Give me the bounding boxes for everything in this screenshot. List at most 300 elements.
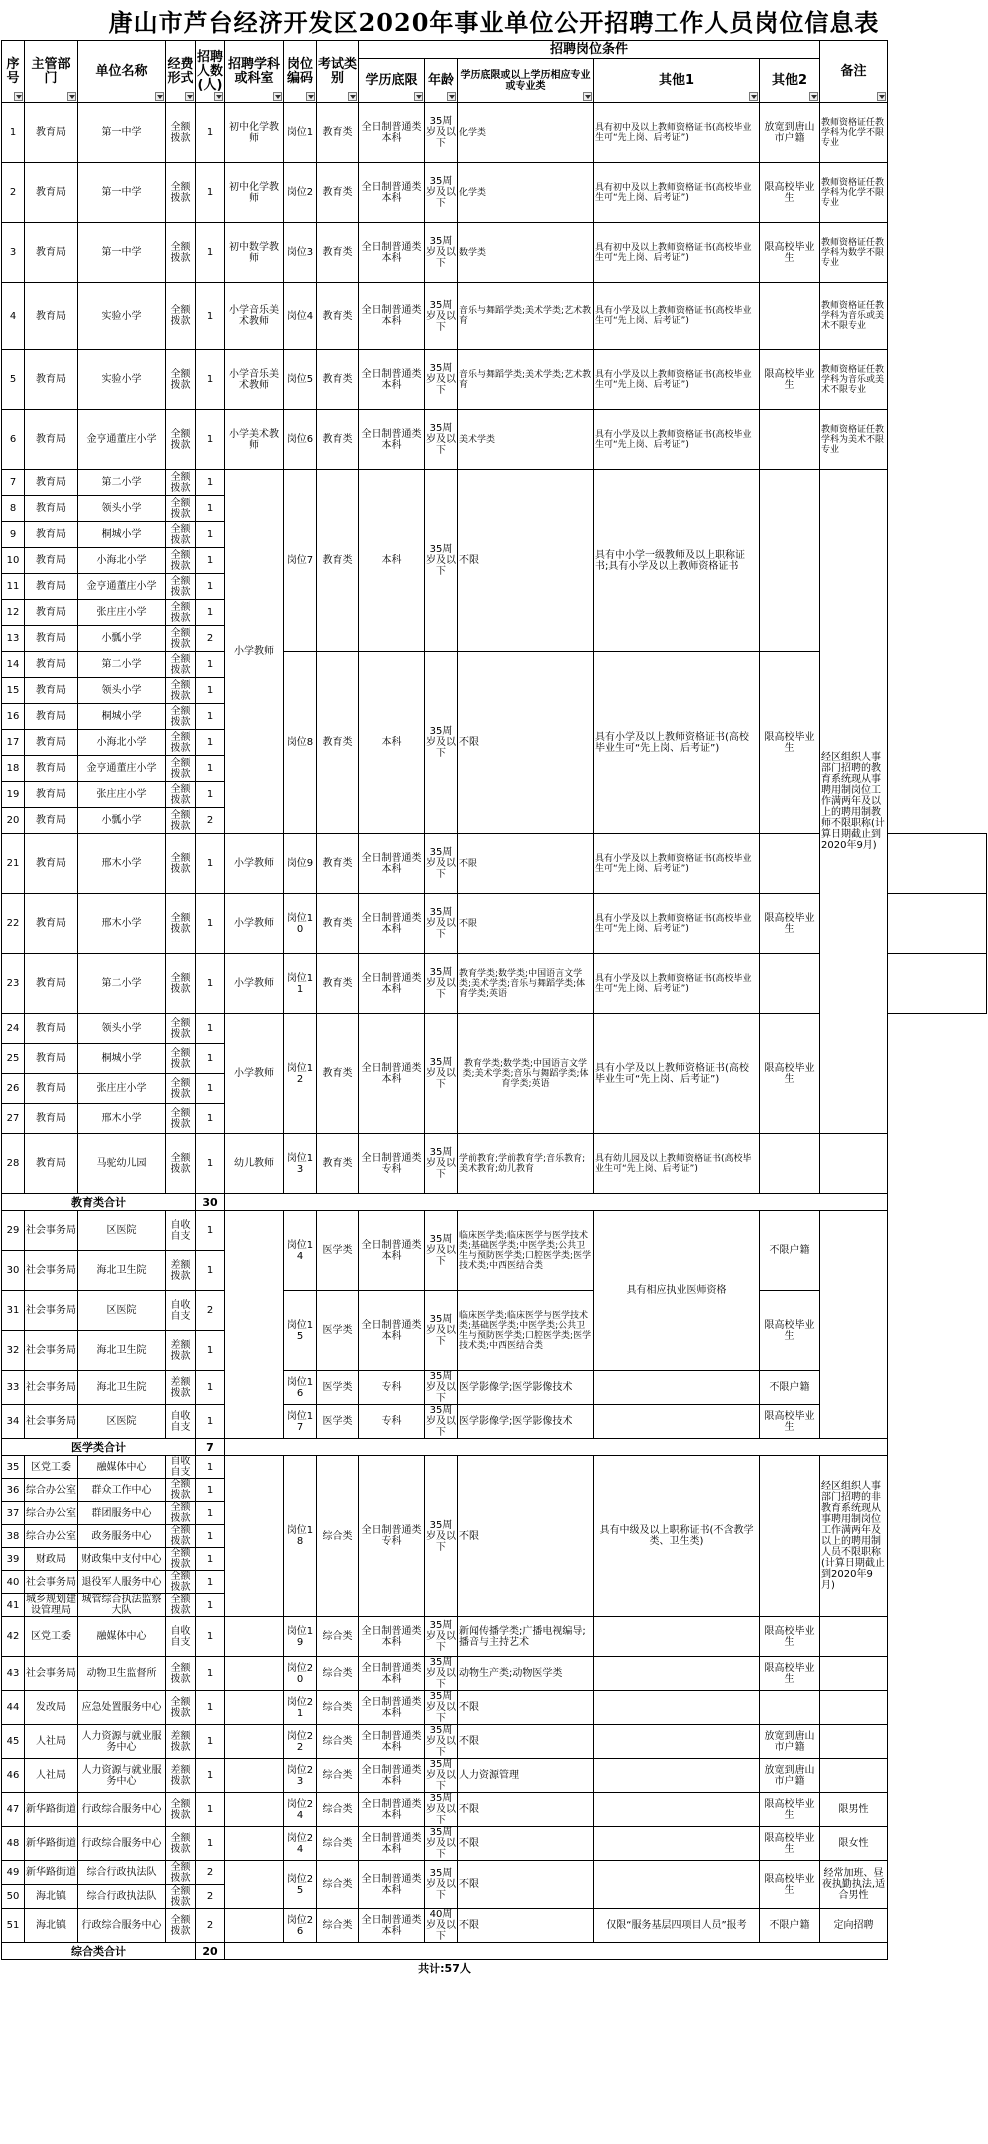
cell-subject: 小学教师 [225,954,284,1014]
cell-count: 2 [196,1909,225,1943]
cell-dept: 综合办公室 [25,1502,78,1525]
subtotal-blank [225,1943,888,1960]
cell-other2: 放宽到唐山市户籍 [760,103,820,163]
cell-age: 35周岁及以下 [426,1759,456,1792]
cell-age: 35周岁及以下 [425,283,458,350]
cell-dept: 教育局 [25,1134,78,1194]
cell-group: 具有中级及以上职称证书(不含教学类、卫生类) [594,1456,760,1617]
cell-count: 1 [196,1617,225,1657]
cell-funding: 全额拨款 [166,1594,196,1617]
cell-post: 岗位5 [284,350,317,410]
cell-dept: 社会事务局 [25,1251,78,1291]
cell-age: 35周岁及以下 [425,350,458,410]
grand-total: 共计:57人 [418,1962,471,1976]
cell-major: 新闻传播学类;广播电视编导;播音与主持艺术 [458,1617,594,1657]
cell-exam: 综合类 [317,1909,359,1943]
cell-count: 1 [196,1525,225,1548]
cell-unit: 领头小学 [78,678,166,704]
cell-note [820,1691,888,1725]
cell-funding: 全额拨款 [166,1885,196,1909]
cell-subject: 小学美术教师 [225,410,284,470]
cell-seq: 29 [2,1211,25,1251]
cell-count: 1 [196,1479,225,1502]
cell-funding: 差额拨款 [166,1251,196,1291]
cell-unit: 动物卫生监督所 [78,1657,166,1691]
cell-dept: 教育局 [25,808,78,834]
table-row [2,470,987,496]
cell-count: 1 [196,1456,225,1479]
cell-dept: 教育局 [25,704,78,730]
cell-count: 1 [196,1104,225,1134]
cell-other2: 放宽到唐山市户籍 [760,1759,820,1793]
cell-age: 35周岁及以下 [425,954,458,1014]
cell-post: 岗位24 [284,1793,317,1827]
cell-major: 医学影像学;医学影像技术 [458,1371,594,1405]
cell-count: 1 [196,163,225,223]
cell-post: 岗位3 [284,223,317,283]
filter-dropdown-icon[interactable] [185,92,194,101]
cell-group: 35周岁及以下 [425,470,458,652]
cell-funding: 全额拨款 [166,350,196,410]
cell-seq: 47 [2,1793,25,1827]
cell-dept: 海北镇 [25,1909,78,1943]
col-exam[interactable]: 考试类别 [317,41,359,103]
cell-seq: 26 [2,1074,25,1104]
cell-funding: 全额拨款 [166,894,196,954]
cell-other2: 不限户籍 [760,1909,820,1943]
cell-seq: 27 [2,1104,25,1134]
cell-funding: 差额拨款 [166,1725,196,1759]
subtotal-label: 教育类合计 [2,1194,196,1211]
cell-count: 1 [196,1014,225,1044]
cell-other1: 具有小学及以上教师资格证书(高校毕业生可“先上岗、后考证”) [594,834,760,894]
cell-group: 岗位18 [284,1456,317,1617]
col-other2[interactable]: 其他2 [760,59,820,103]
cell-group: 全日制普通类本科 [359,1211,425,1291]
cell-group: 经区组织人事部门招聘的教育系统现从事聘用制岗位工作满两年及以上的聘用制教师不限职称(计算日期截止到2020年9月) [820,470,888,1134]
cell-dept: 社会事务局 [25,1371,78,1405]
cell-exam: 教育类 [317,834,359,894]
cell-other2 [760,1691,820,1725]
cell-note: 教师资格证任教学科为音乐或美术不限专业 [820,283,888,350]
cell-unit: 邢木小学 [78,1104,166,1134]
col-count[interactable]: 招聘人数(人) [196,41,225,103]
cell-group: 小学教师 [225,1014,284,1134]
cell-funding: 全额拨款 [166,574,196,600]
cell-group: 限高校毕业生 [760,652,820,834]
cell-edu: 全日制普通类本科 [359,1759,425,1793]
cell-count: 1 [196,1571,225,1594]
cell-seq: 48 [2,1827,25,1861]
filter-dropdown-icon[interactable] [809,92,818,101]
cell-unit: 小海北小学 [78,730,166,756]
cell-exam: 综合类 [317,1657,359,1691]
cell-dept: 教育局 [25,574,78,600]
cell-dept: 综合办公室 [25,1525,78,1548]
cell-unit: 海北卫生院 [78,1251,166,1291]
cell-dept: 新华路街道 [25,1861,78,1885]
cell-group: 具有小学及以上教师资格证书(高校毕业生可“先上岗、后考证”) [594,652,760,834]
cell-funding: 全额拨款 [166,1502,196,1525]
cell-other2: 限高校毕业生 [760,1617,820,1657]
cell-funding: 全额拨款 [166,1571,196,1594]
cell-count: 1 [196,1827,225,1861]
filter-dropdown-icon[interactable] [14,92,23,101]
cell-post: 岗位16 [284,1371,317,1405]
cell-dept: 社会事务局 [25,1657,78,1691]
cell-funding: 全额拨款 [166,1909,196,1943]
cell-funding: 差额拨款 [166,1759,196,1793]
cell-note: 教师资格证任教学科为化学不限专业 [820,163,888,223]
cell-unit: 小海北小学 [78,548,166,574]
cell-funding: 全额拨款 [166,1548,196,1571]
cell-other1 [594,1371,760,1405]
cell-major: 学前教育;学前教育学;音乐教育;美术教育;幼儿教育 [458,1134,594,1194]
cell-seq: 19 [2,782,25,808]
cell-dept: 社会事务局 [25,1331,78,1371]
cell-subject: 小学教师 [225,834,284,894]
cell-edu: 专科 [359,1405,425,1439]
cell-seq: 38 [2,1525,25,1548]
cell-dept: 教育局 [25,678,78,704]
cell-unit: 人力资源与就业服务中心 [78,1759,166,1793]
cell-exam: 综合类 [317,1759,359,1793]
cell-unit: 马驼幼儿园 [78,1134,166,1194]
cell-group: 35周岁及以下 [425,1291,458,1371]
cell-count: 1 [196,834,225,894]
cell-group: 经常加班、昼夜执勤执法,适合男性 [820,1861,888,1909]
col-seq[interactable]: 序号 [2,41,25,103]
cell-seq: 32 [2,1331,25,1371]
cell-edu: 全日制普通类本科 [359,954,425,1014]
cell-edu: 全日制普通类本科 [359,350,425,410]
cell-funding: 全额拨款 [166,1861,196,1885]
cell-group: 35周岁及以下 [425,652,458,834]
cell-unit: 退役军人服务中心 [78,1571,166,1594]
cell-seq: 20 [2,808,25,834]
cell-age: 35周岁及以下 [425,223,458,283]
cell-post: 岗位23 [284,1759,317,1793]
cell-seq: 49 [2,1861,25,1885]
cell-count: 1 [196,1134,225,1194]
cell-dept: 新华路街道 [25,1827,78,1861]
cell-dept: 综合办公室 [25,1479,78,1502]
cell-unit: 海北卫生院 [78,1331,166,1371]
cell-exam: 综合类 [317,1827,359,1861]
cell-dept: 教育局 [25,954,78,1014]
cell-dept: 教育局 [25,782,78,808]
cell-seq: 15 [2,678,25,704]
cell-group: 教育类 [317,652,359,834]
cell-post: 岗位6 [284,410,317,470]
cell-dept: 社会事务局 [25,1291,78,1331]
cell-count: 1 [196,103,225,163]
cell-unit: 第一中学 [78,103,166,163]
cell-seq: 46 [2,1759,25,1793]
col-subject[interactable]: 招聘学科或科室 [225,41,284,103]
col-dept[interactable]: 主管部门 [25,41,78,103]
filter-dropdown-icon[interactable] [273,92,282,101]
table-row [2,1759,987,1793]
col-note[interactable]: 备注 [820,41,888,103]
cell-group: 医学类 [317,1291,359,1371]
cell-count: 1 [196,548,225,574]
cell-group: 35周岁及以下 [425,1014,458,1134]
cell-major: 数学类 [458,223,594,283]
filter-dropdown-icon[interactable] [67,92,76,101]
cell-funding: 自收自支 [166,1456,196,1479]
col-edu[interactable]: 学历底限 [359,59,425,103]
cell-group: 具有小学及以上教师资格证书(高校毕业生可“先上岗、后考证”) [594,1014,760,1134]
cell-unit: 领头小学 [78,496,166,522]
cell-post: 岗位24 [284,1827,317,1861]
cell-group: 岗位12 [284,1014,317,1134]
cell-other1: 仅限“服务基层四项目人员”报考 [594,1909,760,1943]
cell-seq: 2 [2,163,25,223]
cell-seq: 33 [2,1371,25,1405]
cell-unit: 融媒体中心 [78,1456,166,1479]
col-unit[interactable]: 单位名称 [78,41,166,103]
cell-unit: 第二小学 [78,652,166,678]
cell-exam: 综合类 [317,1793,359,1827]
col-other1[interactable]: 其他1 [594,59,760,103]
cell-other1: 具有初中及以上教师资格证书(高校毕业生可“先上岗、后考证”) [594,223,760,283]
cell-age: 35周岁及以下 [426,1405,456,1438]
filter-dropdown-icon[interactable] [214,92,223,101]
filter-dropdown-icon[interactable] [749,92,758,101]
cell-group: 岗位14 [284,1211,317,1291]
subtotal-count: 30 [196,1194,225,1211]
filter-dropdown-icon[interactable] [414,92,423,101]
cell-seq: 18 [2,756,25,782]
cell-edu: 全日制普通类本科 [359,1691,425,1725]
cell-seq: 6 [2,410,25,470]
cell-major: 音乐与舞蹈学类;美术学类;艺术教育 [458,350,594,410]
cell-funding: 全额拨款 [166,678,196,704]
cell-other2 [760,1456,820,1617]
cell-seq: 37 [2,1502,25,1525]
cell-other1 [594,1861,760,1909]
cell-count: 1 [196,678,225,704]
cell-seq: 11 [2,574,25,600]
cell-subject [225,1456,284,1617]
cell-major: 化学类 [458,163,594,223]
cell-count: 1 [196,1211,225,1251]
cell-count: 1 [196,522,225,548]
cell-dept: 社会事务局 [25,1571,78,1594]
cell-subject: 小学教师 [225,894,284,954]
cell-count: 1 [196,704,225,730]
cell-funding: 全额拨款 [166,600,196,626]
cell-dept: 教育局 [25,1014,78,1044]
cell-dept: 教育局 [25,1044,78,1074]
cell-unit: 金亨通董庄小学 [78,756,166,782]
cell-post: 岗位21 [284,1691,317,1725]
cell-dept: 新华路街道 [25,1793,78,1827]
cell-major: 不限 [458,1725,594,1759]
cell-age: 35周岁及以下 [425,1617,458,1657]
cell-other1 [594,1617,760,1657]
cell-funding: 自收自支 [166,1405,196,1439]
filter-dropdown-icon[interactable] [877,92,886,101]
cell-dept: 教育局 [25,163,78,223]
cell-unit: 群众工作中心 [78,1479,166,1502]
cell-exam: 教育类 [317,1134,359,1194]
cell-count: 1 [196,730,225,756]
cell-subject [225,1211,284,1439]
cell-unit: 综合行政执法队 [78,1885,166,1909]
table-row [2,1909,987,1943]
cell-group: 不限 [458,652,594,834]
cell-age: 35周岁及以下 [425,410,458,470]
cell-other1: 具有小学及以上教师资格证书(高校毕业生可“先上岗、后考证”) [594,894,760,954]
cell-other2: 不限户籍 [760,1371,820,1405]
cell-other2 [760,954,820,1014]
cell-seq: 51 [2,1909,25,1943]
cell-dept: 教育局 [25,600,78,626]
cell-dept: 城乡规划建设管理局 [26,1594,76,1616]
cell-funding: 差额拨款 [166,1331,196,1371]
cell-count: 1 [196,1594,225,1617]
cell-unit: 实验小学 [78,283,166,350]
cell-exam: 教育类 [317,350,359,410]
cell-count: 1 [196,223,225,283]
cell-seq: 42 [2,1617,25,1657]
cell-unit: 邢木小学 [78,834,166,894]
cell-subject [225,1861,284,1909]
cell-unit: 区医院 [78,1291,166,1331]
cell-funding: 全额拨款 [166,283,196,350]
cell-major: 不限 [458,1909,594,1943]
cell-unit: 邢木小学 [78,894,166,954]
table-row [2,1134,987,1194]
cell-dept: 海北镇 [25,1885,78,1909]
cell-seq: 3 [2,223,25,283]
cell-other2: 限高校毕业生 [760,894,820,954]
cell-edu: 全日制普通类本科 [359,1827,425,1861]
cell-funding: 自收自支 [166,1617,196,1657]
filter-dropdown-icon[interactable] [348,92,357,101]
table-row [2,1827,987,1861]
cell-post: 岗位1 [284,103,317,163]
cell-subject [225,1691,284,1725]
cell-count: 1 [196,1548,225,1571]
table-row [2,163,987,223]
cell-age: 35周岁及以下 [425,163,458,223]
col-post-code[interactable]: 岗位编码 [284,41,317,103]
table-row [2,1211,987,1251]
filter-dropdown-icon[interactable] [447,92,456,101]
cell-unit: 区医院 [78,1211,166,1251]
cell-unit: 第一中学 [78,163,166,223]
cell-unit: 实验小学 [78,350,166,410]
cell-seq: 34 [2,1405,25,1439]
cell-subject: 小学音乐美术教师 [225,283,284,350]
cell-unit: 财政集中支付中心 [78,1548,166,1571]
cell-funding: 全额拨款 [166,834,196,894]
cell-group: 全日制普通类本科 [359,1861,425,1909]
filter-dropdown-icon[interactable] [155,92,164,101]
filter-dropdown-icon[interactable] [583,92,592,101]
cell-unit: 融媒体中心 [78,1617,166,1657]
cell-seq: 8 [2,496,25,522]
cell-note [820,1657,888,1691]
cell-group: 岗位15 [284,1291,317,1371]
cell-count: 1 [196,652,225,678]
cell-edu: 全日制普通类本科 [359,1909,425,1943]
cell-count: 1 [196,1371,225,1405]
cell-subject [225,1657,284,1691]
cell-major: 动物生产类;动物医学类 [458,1657,594,1691]
cell-dept: 教育局 [25,350,78,410]
cell-exam: 教育类 [317,163,359,223]
cell-edu: 全日制普通类本科 [359,1617,425,1657]
cell-other2: 放宽到唐山市户籍 [760,1725,820,1759]
cell-exam: 教育类 [317,410,359,470]
cell-edu: 全日制普通类本科 [359,1657,425,1691]
cell-group: 限高校毕业生 [760,1014,820,1134]
cell-age: 35周岁及以下 [425,894,458,954]
cell-group: 不限户籍 [760,1211,820,1291]
cell-note [888,834,987,894]
cell-funding: 全额拨款 [166,808,196,834]
cell-post: 岗位20 [284,1657,317,1691]
cell-note: 教师资格证任教学科为化学不限专业 [820,103,888,163]
cell-seq: 31 [2,1291,25,1331]
cell-count: 1 [196,1793,225,1827]
cell-dept: 社会事务局 [25,1405,78,1439]
cell-other2 [760,1134,820,1194]
cell-post: 岗位22 [284,1725,317,1759]
cell-age: 35周岁及以下 [426,1793,456,1826]
cell-other1 [594,1691,760,1725]
cell-major: 不限 [458,1691,594,1725]
filter-dropdown-icon[interactable] [306,92,315,101]
cell-count: 2 [196,626,225,652]
cell-group: 岗位25 [284,1861,317,1909]
table-body [2,103,987,1978]
cell-group: 临床医学类;临床医学与医学技术类;基础医学类;中医学类;公共卫生与预防医学类;口腔医学类;医学技术类;中西医结合类 [458,1211,594,1291]
cell-age: 40周岁及以下 [426,1909,456,1942]
cell-dept: 教育局 [25,894,78,954]
cell-group: 不限 [458,470,594,652]
cell-seq: 10 [2,548,25,574]
cell-funding: 全额拨款 [166,756,196,782]
cell-other2: 限高校毕业生 [760,1657,820,1691]
cell-major: 美术学类 [458,410,594,470]
col-major[interactable]: 学历底限或以上学历相应专业或专业类 [458,59,594,103]
subtotal-row [2,1194,987,1211]
cell-other2: 限高校毕业生 [760,1405,820,1439]
cell-group: 限高校毕业生 [760,1861,820,1909]
cell-seq: 39 [2,1548,25,1571]
cell-unit: 第一中学 [78,223,166,283]
cell-dept: 教育局 [25,652,78,678]
col-age[interactable]: 年龄 [425,59,458,103]
cell-dept: 教育局 [25,1104,78,1134]
col-funding[interactable]: 经费形式 [166,41,196,103]
cell-seq: 9 [2,522,25,548]
table-row [2,283,987,350]
cell-funding: 全额拨款 [166,522,196,548]
cell-count: 1 [196,1502,225,1525]
cell-count: 1 [196,600,225,626]
cell-count: 1 [196,782,225,808]
subtotal-row [2,1943,987,1960]
table-row [2,1691,987,1725]
cell-dept: 教育局 [25,756,78,782]
cell-count: 1 [196,1725,225,1759]
